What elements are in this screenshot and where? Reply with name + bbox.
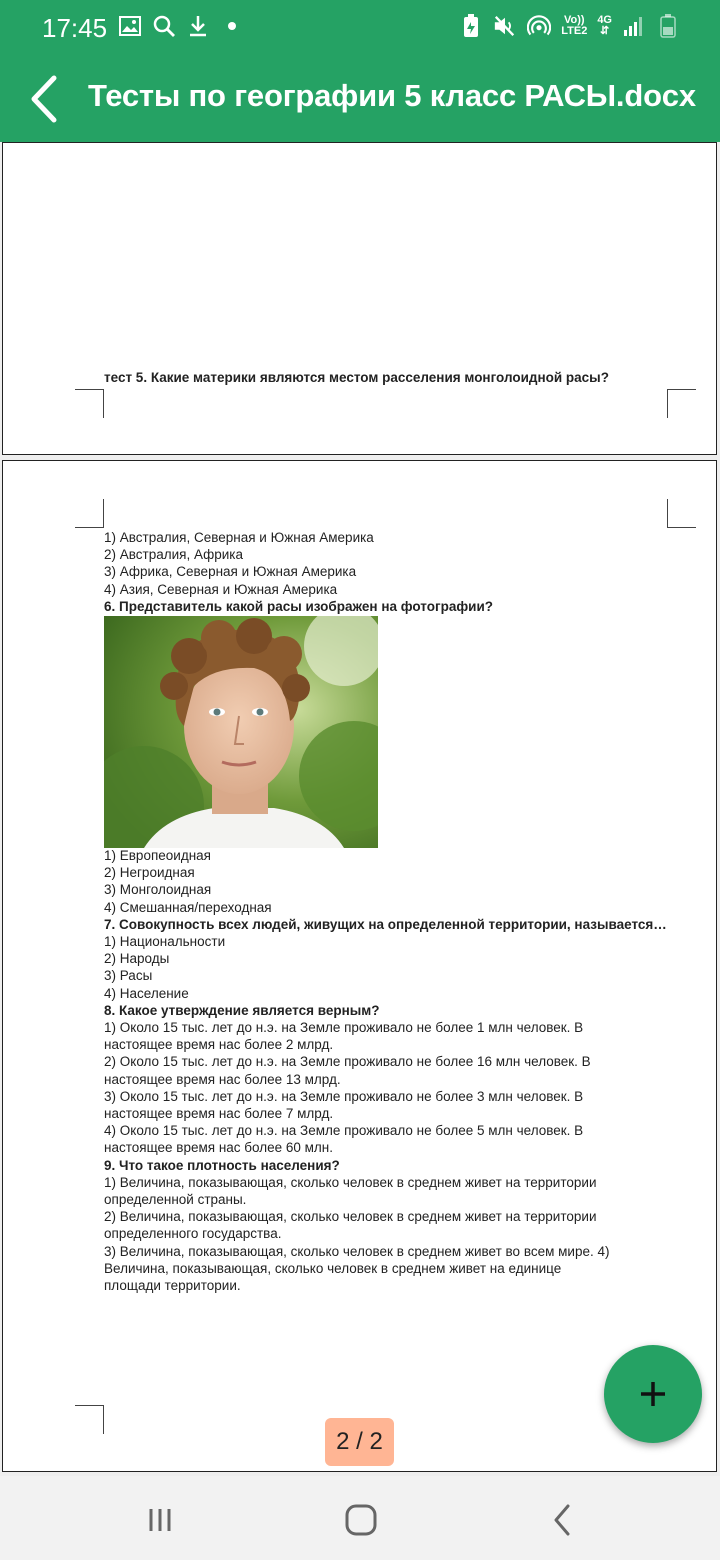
- answer-option: 4) Население: [104, 985, 189, 1001]
- answer-option: 3) Величина, показывающая, сколько человек в среднем живет во всем мире. 4): [104, 1243, 610, 1259]
- mute-icon: [493, 14, 517, 38]
- system-nav-bar: [0, 1476, 720, 1560]
- status-bar: [0, 0, 720, 58]
- toolbar: [0, 58, 720, 142]
- back-icon[interactable]: [542, 1500, 582, 1540]
- answer-option: 3) Расы: [104, 968, 153, 984]
- answer-option: определенного государства.: [104, 1226, 282, 1242]
- answer-option: 1) Около 15 тыс. лет до н.э. на Земле проживало не более 1 млн человек. В: [104, 1020, 584, 1035]
- answer-option: 4) Смешанная/переходная: [104, 899, 272, 915]
- answer-option: 1) Величина, показывающая, сколько человек в среднем живет на территории: [104, 1174, 597, 1190]
- signal-icon: [622, 14, 646, 38]
- page-corner-mark: [75, 499, 104, 528]
- back-arrow-icon[interactable]: [22, 74, 72, 124]
- document-viewer[interactable]: [0, 142, 720, 1476]
- answer-option: настоящее время нас более 7 млрд.: [104, 1106, 334, 1121]
- answer-option: настоящее время нас более 60 млн.: [104, 1140, 333, 1156]
- document-title: Тесты по географии 5 класс РАСЫ.docx: [88, 78, 696, 113]
- answer-option: площади территории.: [104, 1278, 241, 1293]
- portrait-photo: [104, 616, 378, 848]
- document-page-2: [2, 460, 717, 1472]
- answer-option: 1) Австралия, Северная и Южная Америка: [104, 530, 374, 545]
- answer-option: 2) Народы: [104, 951, 170, 967]
- answer-option: 3) Около 15 тыс. лет до н.э. на Земле проживало не более 3 млн человек. В: [104, 1088, 584, 1104]
- question-text: 7. Совокупность всех людей, живущих на определенной территории, называется…: [104, 916, 667, 932]
- 4g-icon: 4G ⇵: [597, 14, 612, 37]
- page-indicator: 2 / 2: [325, 1418, 394, 1466]
- app-bar: [0, 0, 720, 142]
- answer-option: 1) Национальности: [104, 934, 226, 949]
- question-text: 8. Какое утверждение является верным?: [104, 1002, 380, 1018]
- home-icon[interactable]: [341, 1500, 381, 1540]
- volte-icon: Vo)) LTE2: [561, 14, 588, 37]
- answer-option: настоящее время нас более 2 млрд.: [104, 1037, 334, 1053]
- answer-option: 2) Негроидная: [104, 865, 195, 881]
- answer-option: 1) Европеоидная: [104, 848, 211, 863]
- question-text: 9. Что такое плотность населения?: [104, 1157, 340, 1173]
- question-text: 6. Представитель какой расы изображен на фотографии?: [104, 598, 494, 614]
- download-icon: [186, 14, 210, 38]
- recent-apps-icon[interactable]: [140, 1500, 180, 1540]
- page-corner-mark: [667, 499, 696, 528]
- answer-option: 2) Около 15 тыс. лет до н.э. на Земле проживало не более 16 млн человек. В: [104, 1054, 591, 1070]
- status-time: 17:45: [42, 13, 108, 43]
- dot-icon: [220, 14, 244, 38]
- answer-option: 2) Австралия, Африка: [104, 547, 243, 563]
- answer-option: Величина, показывающая, сколько человек в среднем живет на единице: [104, 1260, 562, 1276]
- answer-option: настоящее время нас более 13 млрд.: [104, 1071, 341, 1087]
- page-corner-mark: [75, 389, 104, 418]
- answer-option: 4) Азия, Северная и Южная Америка: [104, 581, 338, 597]
- answer-option: 3) Африка, Северная и Южная Америка: [104, 564, 357, 580]
- answer-option: определенной страны.: [104, 1192, 247, 1207]
- answer-option: 4) Около 15 тыс. лет до н.э. на Земле проживало не более 5 млн человек. В: [104, 1123, 584, 1139]
- battery-icon: [656, 14, 680, 38]
- page-corner-mark: [75, 1405, 104, 1434]
- document-page-1: [2, 142, 717, 455]
- battery-saver-icon: [459, 14, 483, 38]
- search-icon: [152, 14, 176, 38]
- question-5: тест 5. Какие материки являются местом расселения монголоидной расы?: [104, 370, 609, 385]
- add-button[interactable]: [604, 1345, 702, 1443]
- page-corner-mark: [667, 389, 696, 418]
- image-icon: [118, 14, 142, 38]
- answer-option: 3) Монголоидная: [104, 882, 212, 898]
- plus-icon: [639, 1380, 667, 1408]
- hotspot-icon: [527, 14, 551, 38]
- answer-option: 2) Величина, показывающая, сколько человек в среднем живет на территории: [104, 1209, 597, 1225]
